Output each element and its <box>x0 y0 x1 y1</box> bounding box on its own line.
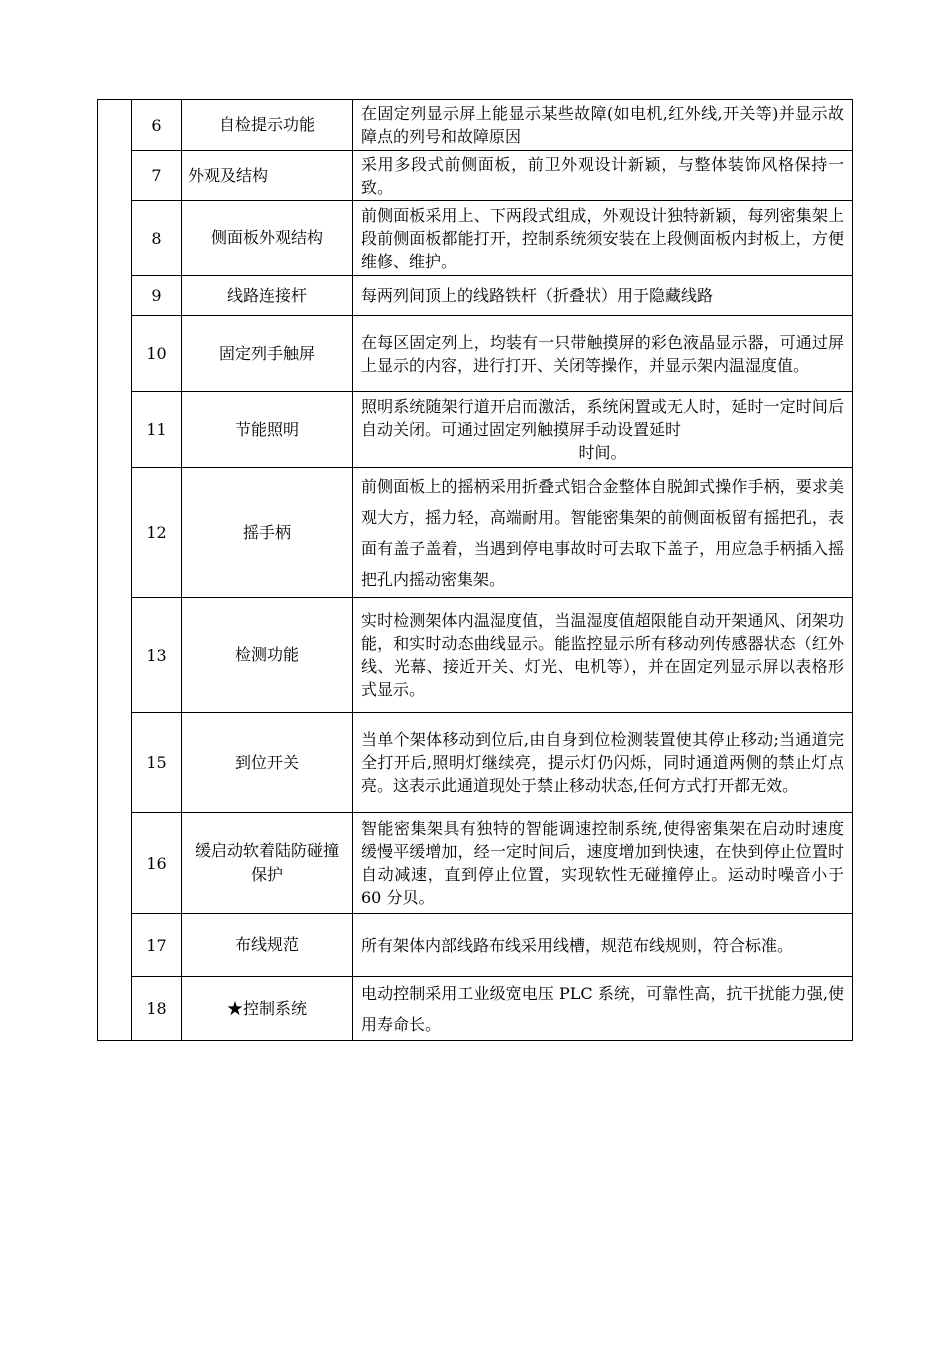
row-number: 16 <box>132 813 182 914</box>
feature-description: 照明系统随架行道开启而激活，系统闲置或无人时，延时一定时间后自动关闭。可通过固定列触摸屏手动设置延时 <box>361 397 844 439</box>
feature-name: 固定列手触屏 <box>182 316 353 392</box>
row-number: 17 <box>132 914 182 977</box>
row-number: 11 <box>132 392 182 468</box>
feature-name: 线路连接杆 <box>182 276 353 316</box>
row-number: 8 <box>132 201 182 276</box>
feature-name: 摇手柄 <box>182 468 353 598</box>
feature-name: 侧面板外观结构 <box>182 201 353 276</box>
row-number: 12 <box>132 468 182 598</box>
table-row <box>98 914 853 977</box>
feature-name: 自检提示功能 <box>182 100 353 151</box>
table-row <box>98 316 853 392</box>
row-number: 10 <box>132 316 182 392</box>
row-number: 6 <box>132 100 182 151</box>
feature-name: 检测功能 <box>182 598 353 713</box>
feature-description: 每两列间顶上的线路铁杆（折叠状）用于隐藏线路 <box>353 276 853 316</box>
feature-name: 缓启动软着陆防碰撞保护 <box>182 813 353 914</box>
table-row <box>98 276 853 316</box>
feature-description: 智能密集架具有独特的智能调速控制系统,使得密集架在启动时速度缓慢平缓增加，经一定时间后，速度增加到快速，在快到停止位置时自动减速，直到停止位置，实现软性无碰撞停止。运动时噪音小于 60 分贝。 <box>353 813 853 914</box>
table-row <box>98 813 853 914</box>
row-number: 7 <box>132 151 182 201</box>
row-number: 15 <box>132 713 182 813</box>
feature-description: 所有架体内部线路布线采用线槽，规范布线规则，符合标准。 <box>353 914 853 977</box>
feature-description: 实时检测架体内温湿度值，当温湿度值超限能自动开架通风、闭架功能，和实时动态曲线显示。能监控显示所有移动列传感器状态（红外线、光幕、接近开关、灯光、电机等），并在固定列显示屏以表格形式显示。 <box>353 598 853 713</box>
table-row <box>98 100 853 151</box>
feature-name: 节能照明 <box>182 392 353 468</box>
table-row <box>98 468 853 598</box>
table-row <box>98 151 853 201</box>
feature-name: 外观及结构 <box>182 151 353 201</box>
row-number: 9 <box>132 276 182 316</box>
table-row <box>98 392 853 468</box>
table-row <box>98 977 853 1041</box>
feature-description: 在每区固定列上，均装有一只带触摸屏的彩色液晶显示器，可通过屏上显示的内容，进行打开、关闭等操作，并显示架内温湿度值。 <box>353 316 853 392</box>
feature-description-cell <box>353 392 853 468</box>
feature-description: 前侧面板采用上、下两段式组成，外观设计独特新颖，每列密集架上段前侧面板都能打开，控制系统须安装在上段侧面板内封板上，方便维修、维护。 <box>353 201 853 276</box>
feature-description: 采用多段式前侧面板，前卫外观设计新颖，与整体装饰风格保持一致。 <box>353 151 853 201</box>
feature-name: 到位开关 <box>182 713 353 813</box>
feature-description: 电动控制采用工业级宽电压 PLC 系统，可靠性高，抗干扰能力强,使用寿命长。 <box>353 977 853 1041</box>
row-number: 18 <box>132 977 182 1041</box>
feature-name: ★控制系统 <box>182 977 353 1041</box>
feature-description: 在固定列显示屏上能显示某些故障(如电机,红外线,开关等)并显示故障点的列号和故障原因 <box>353 100 853 151</box>
table-row <box>98 201 853 276</box>
row-number: 13 <box>132 598 182 713</box>
feature-description-tail: 时间。 <box>578 443 627 462</box>
table-row <box>98 713 853 813</box>
spec-table <box>97 99 853 1041</box>
feature-name: 布线规范 <box>182 914 353 977</box>
blank-category-cell <box>98 100 132 1041</box>
feature-description: 前侧面板上的摇柄采用折叠式铝合金整体自脱卸式操作手柄，要求美观大方，摇力轻，高端耐用。智能密集架的前侧面板留有摇把孔，表面有盖子盖着，当遇到停电事故时可去取下盖子，用应急手柄插入摇把孔内摇动密集架。 <box>353 468 853 598</box>
feature-description: 当单个架体移动到位后,由自身到位检测装置使其停止移动;当通道完全打开后,照明灯继续亮，提示灯仍闪烁，同时通道两侧的禁止灯点亮。这表示此通道现处于禁止移动状态,任何方式打开都无效。 <box>353 713 853 813</box>
table-row <box>98 598 853 713</box>
